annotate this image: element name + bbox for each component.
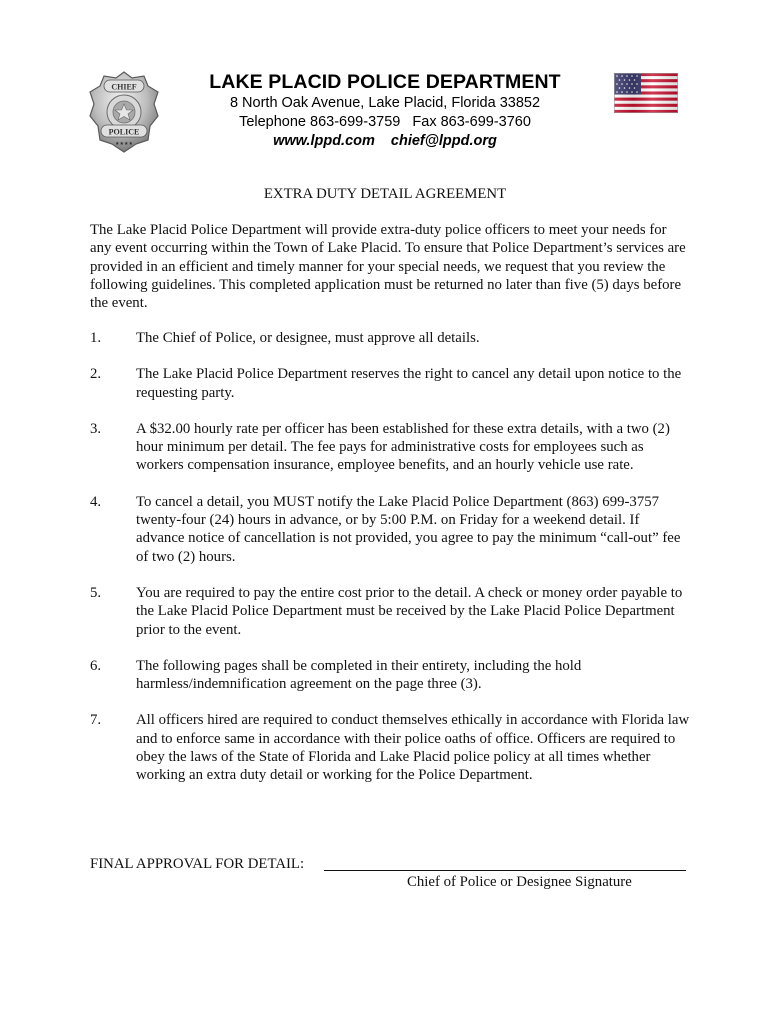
police-badge-icon <box>88 70 160 154</box>
department-name: LAKE PLACID POLICE DEPARTMENT <box>209 71 561 93</box>
guideline-number: 1. <box>90 330 102 346</box>
guidelines-list <box>90 329 690 785</box>
guideline-text: The Chief of Police, or designee, must approve all details. <box>136 330 480 346</box>
badge-bottom-text: POLICE <box>108 127 140 137</box>
us-flag-icon <box>614 73 678 113</box>
signature-caption: Chief of Police or Designee Signature <box>407 874 632 890</box>
guideline-text: You are required to pay the entire cost prior to the detail. A check or money order payable to the Lake Placid Police Department must be received by the Lake Placid Police Department prior to the event. <box>136 584 683 638</box>
guideline-number: 2. <box>90 366 102 383</box>
guideline-item <box>90 493 690 566</box>
email-link[interactable]: chief@lppd.org <box>390 133 497 149</box>
department-phone-fax: Telephone 863-699-3759 Fax 863-699-3760 <box>239 114 531 130</box>
intro-paragraph: The Lake Placid Police Department will provide extra-duty police officers to meet your needs for any event occurring within the Town of Lake Placid. To ensure that Police Department’s services are provided in an efficient and timely manner for your special needs, we request that you review the following guidelines. This completed application must be returned no later than five (5) days before the event. <box>90 222 686 312</box>
guideline-text: The Lake Placid Police Department reserves the right to cancel any detail upon notice to the requesting party. <box>136 366 682 401</box>
guideline-text: The following pages shall be completed in their entirety, including the hold harmless/indemnification agreement on the page three (3). <box>136 657 582 693</box>
letterhead <box>180 70 590 151</box>
guideline-text: A $32.00 hourly rate per officer has been established for these extra details, with a two (2) hour minimum per detail. The fee pays for administrative costs for employees such as workers compensation insurance, employee benefits, and an hourly vehicle use rate. <box>136 420 670 474</box>
guideline-item <box>90 584 690 639</box>
signature-line[interactable] <box>324 870 686 871</box>
guideline-text: All officers hired are required to conduct themselves ethically in accordance with Florida law and to enforce same in accordance with their police oaths of office. Officers are required to obey the laws of the State of Florida and Lake Placid police policy at all times whether working an extra duty detail or working for the Police Department. <box>136 712 690 784</box>
guideline-number: 3. <box>90 420 102 437</box>
guideline-item <box>90 657 690 694</box>
guideline-number: 4. <box>90 493 102 510</box>
svg-text:★★★★: ★★★★ <box>115 141 133 147</box>
contact-line <box>180 132 590 151</box>
guideline-number: 7. <box>90 712 102 729</box>
guideline-item <box>90 711 690 784</box>
final-approval-label: FINAL APPROVAL FOR DETAIL: <box>90 856 305 872</box>
guideline-text: To cancel a detail, you MUST notify the Lake Placid Police Department (863) 699-3757 twenty-four (24) hours in advance, or by 5:00 P.M. on Friday for a weekend detail. If advance notice of cancellation is not provided, you agree to pay the minimum “call-out” fee of two (2) hours. <box>136 493 681 565</box>
document-title: EXTRA DUTY DETAIL AGREEMENT <box>263 186 507 202</box>
guideline-item <box>90 420 690 475</box>
website-link[interactable]: www.lppd.com <box>273 133 375 149</box>
guideline-item <box>90 329 690 347</box>
guideline-item <box>90 365 690 402</box>
department-address: 8 North Oak Avenue, Lake Placid, Florida 33852 <box>229 95 541 111</box>
guideline-number: 6. <box>90 657 102 674</box>
guideline-number: 5. <box>90 584 102 601</box>
badge-top-text: CHIEF <box>111 82 137 92</box>
